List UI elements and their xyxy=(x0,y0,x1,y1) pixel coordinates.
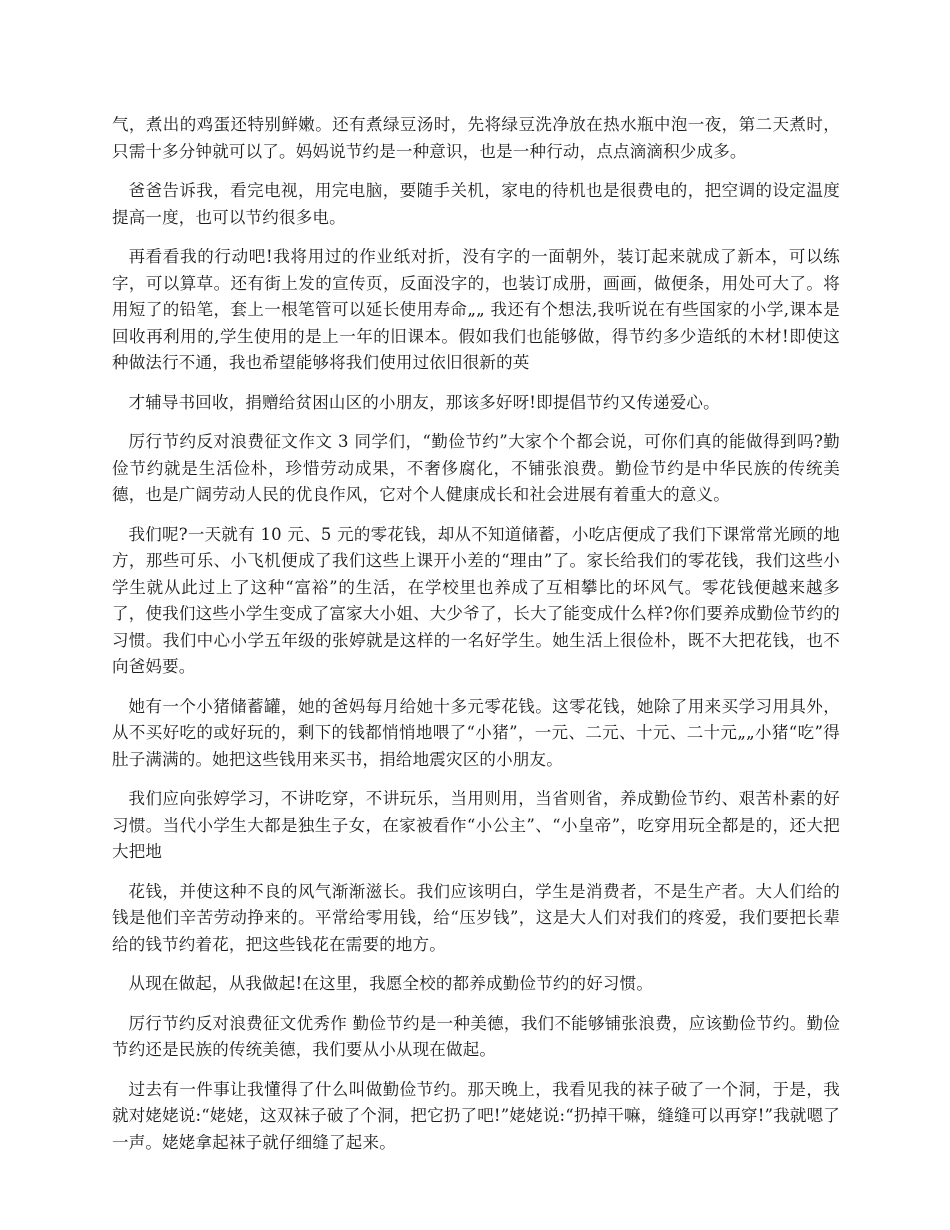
paragraph-12: 过去有一件事让我懂得了什么叫做勤俭节约。那天晚上，我看见我的袜子破了一个洞，于是，我就对姥姥说:“姥姥，这双袜子破了个洞，把它扔了吧!”姥姥说:“扔掉干嘛，缝缝可以再穿!”我就嗯了一声。姥姥拿起袜子就仔细缝了起来。 xyxy=(112,1079,840,1152)
paragraph-5: 厉行节约反对浪费征文作文 3 同学们，“勤俭节约”大家个个都会说，可你们真的能做得到吗?勤俭节约就是生活俭朴，珍惜劳动成果，不奢侈腐化，不铺张浪费。勤俭节约是中华民族的传统美德，也是广阔劳动人民的优良作风，它对个人健康成长和社会进展有着重大的意义。 xyxy=(112,432,840,504)
paragraph-8: 我们应向张婷学习，不讲吃穿，不讲玩乐，当用则用，当省则省，养成勤俭节约、艰苦朴素的好习惯。当代小学生大都是独生子女，在家被看作“小公主”、“小皇帝”，吃穿用玩全都是的，还大把大把地 xyxy=(112,789,840,861)
paragraph-1: 气，煮出的鸡蛋还特别鲜嫩。还有煮绿豆汤时，先将绿豆洗净放在热水瓶中泡一夜，第二天煮时，只需十多分钟就可以了。妈妈说节约是一种意识，也是一种行动，点点滴滴积少成多。 xyxy=(112,115,840,161)
document-body xyxy=(112,112,840,1169)
paragraph-9: 花钱，并使这种不良的风气渐渐滋长。我们应该明白，学生是消费者，不是生产者。大人们给的钱是他们辛苦劳动挣来的。平常给零用钱，给“压岁钱”，这是大人们对我们的疼爱，我们要把长辈给的钱节约着花，把这些钱花在需要的地方。 xyxy=(112,881,840,954)
paragraph-11: 厉行节约反对浪费征文优秀作 勤俭节约是一种美德，我们不能够铺张浪费，应该勤俭节约。勤俭节约还是民族的传统美德，我们要从小从现在做起。 xyxy=(112,1013,840,1059)
paragraph-4: 才辅导书回收，捐赠给贫困山区的小朋友，那该多好呀!即提倡节约又传递爱心。 xyxy=(128,392,720,412)
paragraph-10: 从现在做起，从我做起!在这里，我愿全校的都养成勤俭节约的好习惯。 xyxy=(128,974,654,993)
paragraph-7: 她有一个小猪储蓄罐，她的爸妈每月给她十多元零花钱。这零花钱，她除了用来买学习用具外，从不买好吃的或好玩的，剩下的钱都悄悄地喂了“小猪”，一元、二元、十元、二十元„„小猪“吃”得肚子满满的。她把这些钱用来买书，捐给地震灾区的小朋友。 xyxy=(112,696,840,769)
paragraph-2: 爸爸告诉我，看完电视，用完电脑，要随手关机，家电的待机也是很费电的，把空调的设定温度提高一度，也可以节约很多电。 xyxy=(112,181,840,227)
paragraph-6: 我们呢?一天就有 10 元、5 元的零花钱，却从不知道储蓄，小吃店便成了我们下课常常光顾的地方，那些可乐、小飞机便成了我们这些上课开小差的“理由”了。家长给我们的零花钱，我们这些小学生就从此过上了这种“富裕”的生活，在学校里也养成了互相攀比的坏风气。零花钱便越来越多了，使我们这些小学生变成了富家大小姐、大少爷了，长大了能变成什么样?你们要养成勤俭节约的习惯。我们中心小学五年级的张婷就是这样的一名好学生。她生活上很俭朴，既不大把花钱，也不向爸妈要。 xyxy=(112,524,840,676)
paragraph-3: 再看看我的行动吧!我将用过的作业纸对折，没有字的一面朝外，装订起来就成了新本，可以练字，可以算草。还有街上发的宣传页，反面没字的，也装订成册，画画，做便条，用处可大了。将用短了的铅笔，套上一根笔管可以延长使用寿命„„ 我还有个想法,我听说在有些国家的小学,课本是回收再利用的,学生使用的是上一年的旧课本。假如我们也能够做，得节约多少造纸的木材!即使这种做法行不通，我也希望能够将我们使用过依旧很新的英 xyxy=(112,247,840,372)
